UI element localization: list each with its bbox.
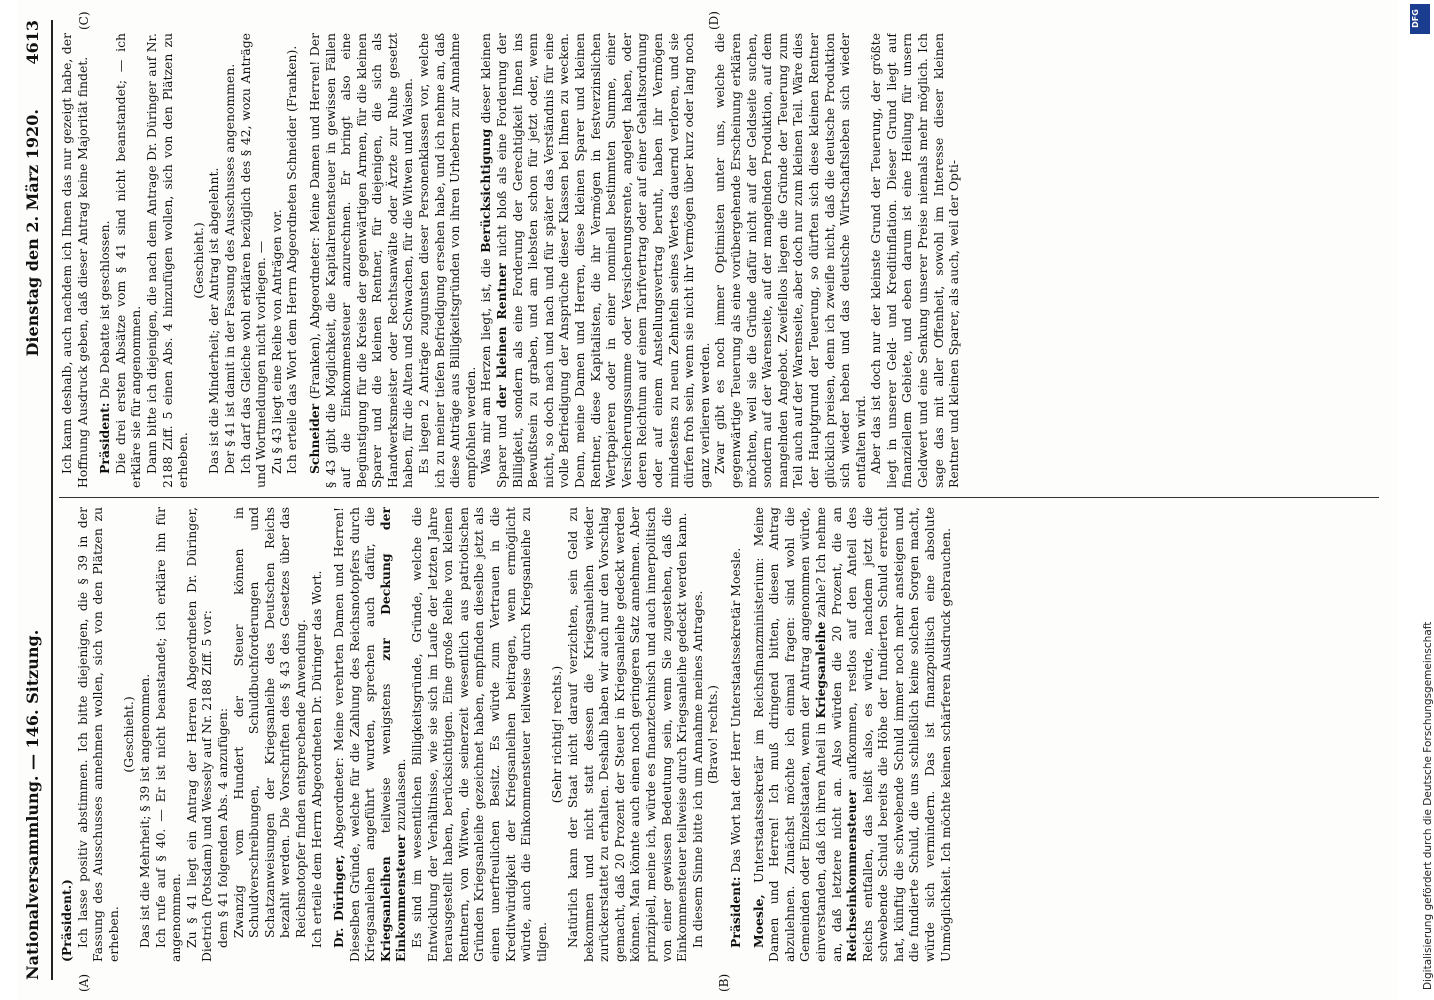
header-date: Dienstag den 2. März 1920. <box>23 109 42 357</box>
paragraph: Aber das ist doch nur der kleinste Grund der Teuerung, der größte liegt in unserer Geld- und Kreditinflation. Dieser Grund liegt auf finanziellem Gebiete, und eben darum ist eine Heilung für unsern Geldwert und eine Senkung unserer Preise niemals mehr möglich. Ich sage das mit aller Offenheit, sowohl im Interesse dieser kleinen Rentner und kleinen Sparer, als auch, weil der Opti- <box>868 33 962 488</box>
column-divider <box>59 497 1379 498</box>
paragraph: Das ist die Mehrheit; § 39 ist angenommen. <box>136 673 152 948</box>
header-rule <box>51 20 53 980</box>
spacer <box>90 33 97 488</box>
paragraph: Ich rufe auf § 40. — Er ist nicht beanstandet; ich erkläre ihn für angenommen. <box>152 507 184 962</box>
stage-direction: (Bravo! rechts.) <box>705 685 721 784</box>
dfg-logo: DFG <box>1410 4 1430 34</box>
speech-paragraph: Dr. Düringer, Abgeordneter: Meine verehrten Damen und Herren! Dieselben Gründe, welche für die Zahlung des Reichsnotopfers durch Kriegsanleihen angeführt wurden, sprechen auch dafür, die Kriegsanleihen teilweise wenigstens zur Deckung der Einkommensteuer zuzulassen. <box>331 507 409 962</box>
spacer <box>744 507 751 962</box>
speech-paragraph: Schneider (Franken), Abgeordneter: Meine Damen und Herren! Der § 43 gibt die Möglichkeit, die Kapitalrentensteuer in gewissen Fällen auf die Einkommensteuer anzurechnen. Er bringt also eine Begünstigung für die Kreise der gegenwärtigen Armen, für die kleinen Sparer und die kleinen Rentner, für diejenigen, die sich als Handwerksmeister oder Rechtsanwälte oder Ärzte zur Ruhe gesetzt haben, für die Alten und Schwachen, für die Witwen und Waisen. <box>306 33 416 488</box>
paragraph: Zu § 43 liegt eine Reihe von Anträgen vor. <box>268 209 284 474</box>
paragraph: Ich lasse positiv abstimmen. Ich bitte diejenigen, die § 39 in der Fassung des Ausschusses annehmen wollen, sich von den Plätzen zu erheben. <box>74 507 121 962</box>
quoted-motion: Zwanzig vom Hundert der Steuer können in Schuldverschreibungen, Schuldbuchforderungen und Schatzanweisungen der Kriegsanleihe des Deutschen Reichs bezahlt werden. Die Vorschriften des § 43 des Gesetzes über das Reichsnotopfer finden entsprechende Anwendung. <box>230 507 308 938</box>
paragraph: Ich darf das Gleiche wohl erklären bezüglich des § 42, wozu Anträge und Wortmeldungen nicht vorliegen. — <box>237 33 269 488</box>
right-column <box>59 33 1379 488</box>
speaker-name: Dr. Düringer, <box>331 854 347 948</box>
paragraph: Dann bitte ich diejenigen, die nach dem Antrage Dr. Düringer auf Nr. 2188 Ziff. 5 einen Abs. 4 hinzufügen wollen, sich von den Plätzen zu erheben. <box>143 33 191 488</box>
running-header <box>23 20 47 980</box>
speech-paragraph: Präsident: Die Debatte ist geschlossen. <box>97 220 113 474</box>
paragraph: Ich erteile dem Herrn Abgeordneten Dr. Düringer das Wort. <box>308 570 324 948</box>
paragraph: Es sind im wesentlichen Billigkeitsgründe, Gründe, welche die Entwicklung der Verhältnisse, wie sie sich im Laufe der letzten Jahre herausgestellt haben, berücksichtigen. Eine große Reihe von kleinen Rentnern, von Witwen, die seinerzeit wesentlich aus patriotischen Gründen Kriegsanleihe gezeichnet haben, empfinden dieselbe jetzt als einen unerfreulichen Besitz. Es würde zum Vertrauen in die Kreditwürdigkeit der Kriegsanleihen beitragen, wenn ermöglicht würde, auch die Einkommensteuer teilweise durch Kriegsanleihe zu tilgen. <box>409 507 549 962</box>
paragraph: Das ist die Minderheit; der Antrag ist abgelehnt. <box>206 167 222 474</box>
rotated-page-content <box>17 0 1397 1000</box>
speaker-name: Moesle, <box>750 894 766 948</box>
spacer <box>300 33 307 488</box>
margin-mark-c: (C) <box>77 11 91 30</box>
paragraph: Ich erteile das Wort dem Herrn Abgeordneten Schneider (Franken). <box>284 45 300 474</box>
margin-mark-a: (A) <box>77 973 91 992</box>
speech-paragraph: Moesle, Unterstaatssekretär im Reichsfinanzministerium: Meine Damen und Herren! Ich muß dringend bitten, diesen Antrag abzulehnen. Zunächst möchte ich einmal fragen: sind wohl die Gemeinden oder Einzelstaaten, wenn der Antrag angenommen würde, einverstanden, daß ich ihren Anteil in Kriegsanleihe zahle? Ich nehme an, daß letztere nicht an. Also würden die 20 Prozent, die an Reichseinkommensteuer aufkommen, restlos auf den Anteil des Reichs entfallen, das heißt also, es würde, nachdem jetzt die schwebende Schuld bereits die Höhe der fundierten Schuld erreicht hat, künftig die schwebende Schuld immer noch mehr ansteigen und die fundierte Schuld, die uns schließlich keine solchen Sorgen macht, würde sich vermindern. Das ist finanzpolitisch eine absolute Unmöglichkeit. Ich möchte keinen schärferen Ausdruck gebrauchen. <box>750 507 953 962</box>
spacer <box>324 507 331 962</box>
stage-direction: (Geschieht.) <box>190 222 206 299</box>
left-column <box>59 507 1379 962</box>
margin-mark-b: (B) <box>717 973 731 992</box>
header-date-page <box>23 20 42 357</box>
speaker-name: Präsident: <box>727 876 743 948</box>
paragraph: Es liegen 2 Anträge zugunsten dieser Personenklassen vor, welche ich zu meiner tiefen Befriedigung ersehen habe, und ich nehme an, daß diese Anträge aus Billigkeitsgründen von ihren Urhebern zur Annahme empfohlen werden. <box>416 33 478 488</box>
paragraph: In diesem Sinne bitte ich um Annahme meines Antrages. <box>689 590 705 948</box>
stage-direction: (Geschieht.) <box>121 696 137 773</box>
paragraph: Natürlich kann der Staat nicht darauf verzichten, sein Geld zu bekommen und nicht statt dessen die Kriegsanleihen wieder zurückerstattet zu erhalten. Deshalb haben wir auch nur den Vorschlag gemacht, daß 20 Prozent der Steuer in Kriegsanleihe gedeckt werden können. Man könnte auch einen noch geringeren Satz annehmen. Aber prinzipiell, meine ich, würde es finanztechnisch und auch innerpolitisch von einer gewissen Bedeutung sein, wenn Sie zugestehen, daß die Einkommensteuer teilweise durch Kriegsanleihe gedeckt werden kann. <box>565 507 690 962</box>
speaker-name: Präsident: <box>97 402 113 474</box>
paragraph: Ich kann deshalb, auch nachdem ich Ihnen das nur gezeigt habe, der Hoffnung Ausdruck geben, daß dieser Antrag keine Majorität findet. <box>59 33 90 488</box>
paragraph: Was mir am Herzen liegt, ist, die Berücksichtigung dieser kleinen Sparer und der kleinen Rentner nicht bloß als eine Forderung der Billigkeit, sondern als eine Forderung der Gerechtigkeit Ihnen ins Bewußtsein zu graben, und am liebsten schon für jetzt oder, wenn nicht, so doch nach und nach und für später das Verständnis für eine volle Befriedigung der Ansprüche dieser Klassen bei Ihnen zu wecken. Denn, meine Damen und Herren, diese kleinen Sparer und kleinen Rentner, diese Kapitalisten, die ihr Vermögen in festverzinslichen Wertpapieren oder in einer nominell bestimmten Summe, einer Versicherungssumme oder Versicherungsrente, angelegt haben, oder deren Reichtum auf einem Tarifvertrag oder auf einer Gehaltsordnung oder auf einem Anstellungsvertrag beruht, haben ihr Vermögen mindestens zu neun Zehnteln seines Wertes dauernd verloren, und sie dürfen froh sein, wenn sie nicht ihr Vermögen über kurz oder lang noch ganz verlieren werden. <box>478 33 712 488</box>
spacer <box>721 507 728 962</box>
funding-note: Digitalisierung gefördert durch die Deutsche Forschungsgemeinschaft <box>1422 621 1434 990</box>
header-session: Nationalversammlung. — 146. Sitzung. <box>23 629 42 980</box>
paragraph: Die drei ersten Absätze vom § 41 sind nicht beanstandet; — ich erkläre sie für angenommen. <box>112 33 144 488</box>
paragraph: Zu § 41 liegt ein Antrag der Herren Abgeordneten Dr. Düringer, Dietrich (Potsdam) und Wessely auf Nr. 2188 Ziff. 5 vor: <box>183 507 215 962</box>
digitization-edge <box>1408 0 1434 1000</box>
paragraph: Zwar gibt es noch immer Optimisten unter uns, welche die gegenwärtige Teuerung als eine vorübergehende Erscheinung erklären möchten, weil sie die Gründe dafür nicht auf der Geldseite suchen, sondern auf der Warenseite, auf der mangelnden Produktion, auf dem mangelnden Angebot. Zweifellos liegen die Gründe der Teuerung zum Teil auch auf der Warenseite, aber doch nur zum kleinen Teil. Wäre dies der Hauptgrund der Teuerung, so dürften sich diese kleinen Rentner glücklich preisen, denn ich zweifle nicht, daß die deutsche Produktion sich wieder heben und das deutsche Wirtschaftsleben sich wieder entfalten wird. <box>712 33 868 488</box>
paragraph: dem § 41 folgenden Abs. 4 anzufügen: <box>214 707 230 948</box>
paragraph: Der § 41 ist damit in der Fassung des Ausschusses angenommen. <box>221 63 237 474</box>
speaker-note: (Präsident.) <box>59 879 74 962</box>
margin-mark-d: (D) <box>707 11 721 30</box>
stage-direction: (Sehr richtig! rechts.) <box>549 665 565 804</box>
page-number: 4613 <box>23 20 42 65</box>
speaker-name: Schneider <box>306 403 322 474</box>
speech-paragraph: Präsident: Das Wort hat der Herr Unterstaatssekretär Moesle. <box>727 547 743 948</box>
